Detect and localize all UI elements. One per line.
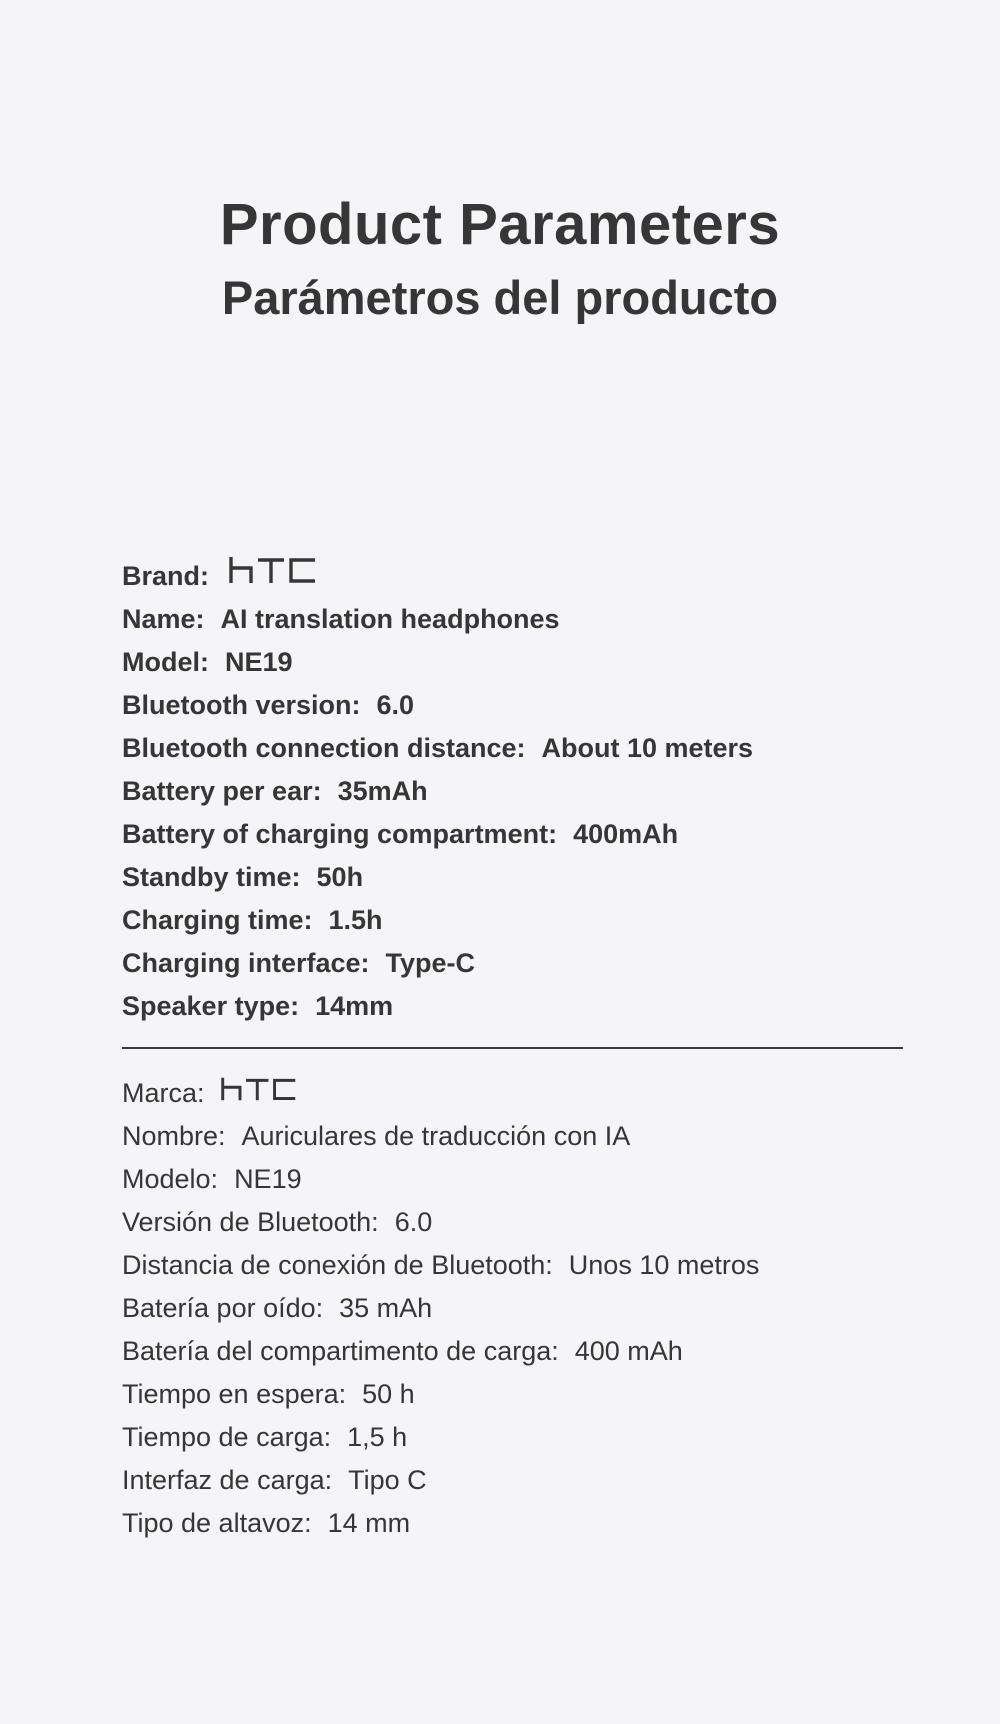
spec-label: Battery per ear:: [122, 776, 322, 806]
spec-label: Marca:: [122, 1078, 205, 1108]
spec-value: About 10 meters: [541, 733, 754, 763]
spec-row-marca: [122, 1072, 902, 1115]
htc-logo-icon: [221, 1072, 297, 1115]
spec-list-english: [122, 555, 902, 1028]
spec-label: Nombre:: [122, 1121, 226, 1151]
spec-label: Batería del compartimento de carga:: [122, 1336, 559, 1366]
spec-label: Modelo:: [122, 1164, 219, 1194]
spec-label: Charging interface:: [122, 948, 370, 978]
spec-value: 50h: [316, 862, 364, 892]
spec-value: 400mAh: [573, 819, 679, 849]
spec-label: Tiempo en espera:: [122, 1379, 347, 1409]
spec-value: 6.0: [394, 1207, 433, 1237]
spec-value: AI translation headphones: [220, 604, 560, 634]
spec-row-bateria-compartimento: [122, 1330, 902, 1373]
spec-value: Unos 10 metros: [568, 1250, 760, 1280]
spec-row-modelo: [122, 1158, 902, 1201]
spec-value: 50 h: [362, 1379, 415, 1409]
spec-row-model: [122, 641, 902, 684]
spec-value: Type-C: [385, 948, 476, 978]
spec-value: 1,5 h: [347, 1422, 408, 1452]
spec-label: Bluetooth version:: [122, 690, 361, 720]
spec-value: 35mAh: [337, 776, 428, 806]
spec-row-tiempo-espera: [122, 1373, 902, 1416]
spec-row-bluetooth-version: [122, 684, 902, 727]
spec-value: 1.5h: [328, 905, 383, 935]
spec-row-standby-time: [122, 856, 902, 899]
spec-value: NE19: [225, 647, 293, 677]
spec-value: Auriculares de traducción con IA: [241, 1121, 631, 1151]
spec-row-interfaz-carga: [122, 1459, 902, 1502]
spec-row-speaker-type: [122, 985, 902, 1028]
spec-value: NE19: [234, 1164, 302, 1194]
page-title: Product Parameters: [219, 192, 781, 257]
spec-label: Model:: [122, 647, 209, 677]
spec-label: Versión de Bluetooth:: [122, 1207, 379, 1237]
htc-logo-icon: [229, 555, 317, 598]
spec-row-distancia-bluetooth: [122, 1244, 902, 1287]
spec-label: Tiempo de carga:: [122, 1422, 332, 1452]
spec-row-name: [122, 598, 902, 641]
spec-row-bateria-oido: [122, 1287, 902, 1330]
spec-label: Charging time:: [122, 905, 313, 935]
spec-label: Distancia de conexión de Bluetooth:: [122, 1250, 553, 1280]
spec-list-spanish: [122, 1072, 902, 1545]
spec-value: 400 mAh: [574, 1336, 683, 1366]
spec-label: Batería por oído:: [122, 1293, 324, 1323]
spec-value: Tipo C: [348, 1465, 427, 1495]
spec-row-battery-per-ear: [122, 770, 902, 813]
spec-row-charging-interface: [122, 942, 902, 985]
spec-label: Tipo de altavoz:: [122, 1508, 312, 1538]
page-subtitle: Parámetros del producto: [221, 271, 779, 324]
spec-value: 35 mAh: [339, 1293, 433, 1323]
spec-row-tiempo-carga: [122, 1416, 902, 1459]
spec-label: Speaker type:: [122, 991, 300, 1021]
spec-row-brand: [122, 555, 902, 598]
spec-label: Brand:: [122, 561, 209, 591]
spec-value: 6.0: [376, 690, 415, 720]
spec-label: Battery of charging compartment:: [122, 819, 558, 849]
spec-label: Standby time:: [122, 862, 301, 892]
spec-row-version-bluetooth: [122, 1201, 902, 1244]
spec-row-tipo-altavoz: [122, 1502, 902, 1545]
spec-label: Name:: [122, 604, 205, 634]
section-divider: [122, 1047, 903, 1049]
spec-label: Bluetooth connection distance:: [122, 733, 526, 763]
spec-row-bluetooth-distance: [122, 727, 902, 770]
spec-label: Interfaz de carga:: [122, 1465, 333, 1495]
spec-row-nombre: [122, 1115, 902, 1158]
spec-value: 14mm: [315, 991, 394, 1021]
spec-value: 14 mm: [327, 1508, 411, 1538]
spec-row-charging-time: [122, 899, 902, 942]
spec-row-battery-case: [122, 813, 902, 856]
page-header: [0, 190, 1000, 326]
